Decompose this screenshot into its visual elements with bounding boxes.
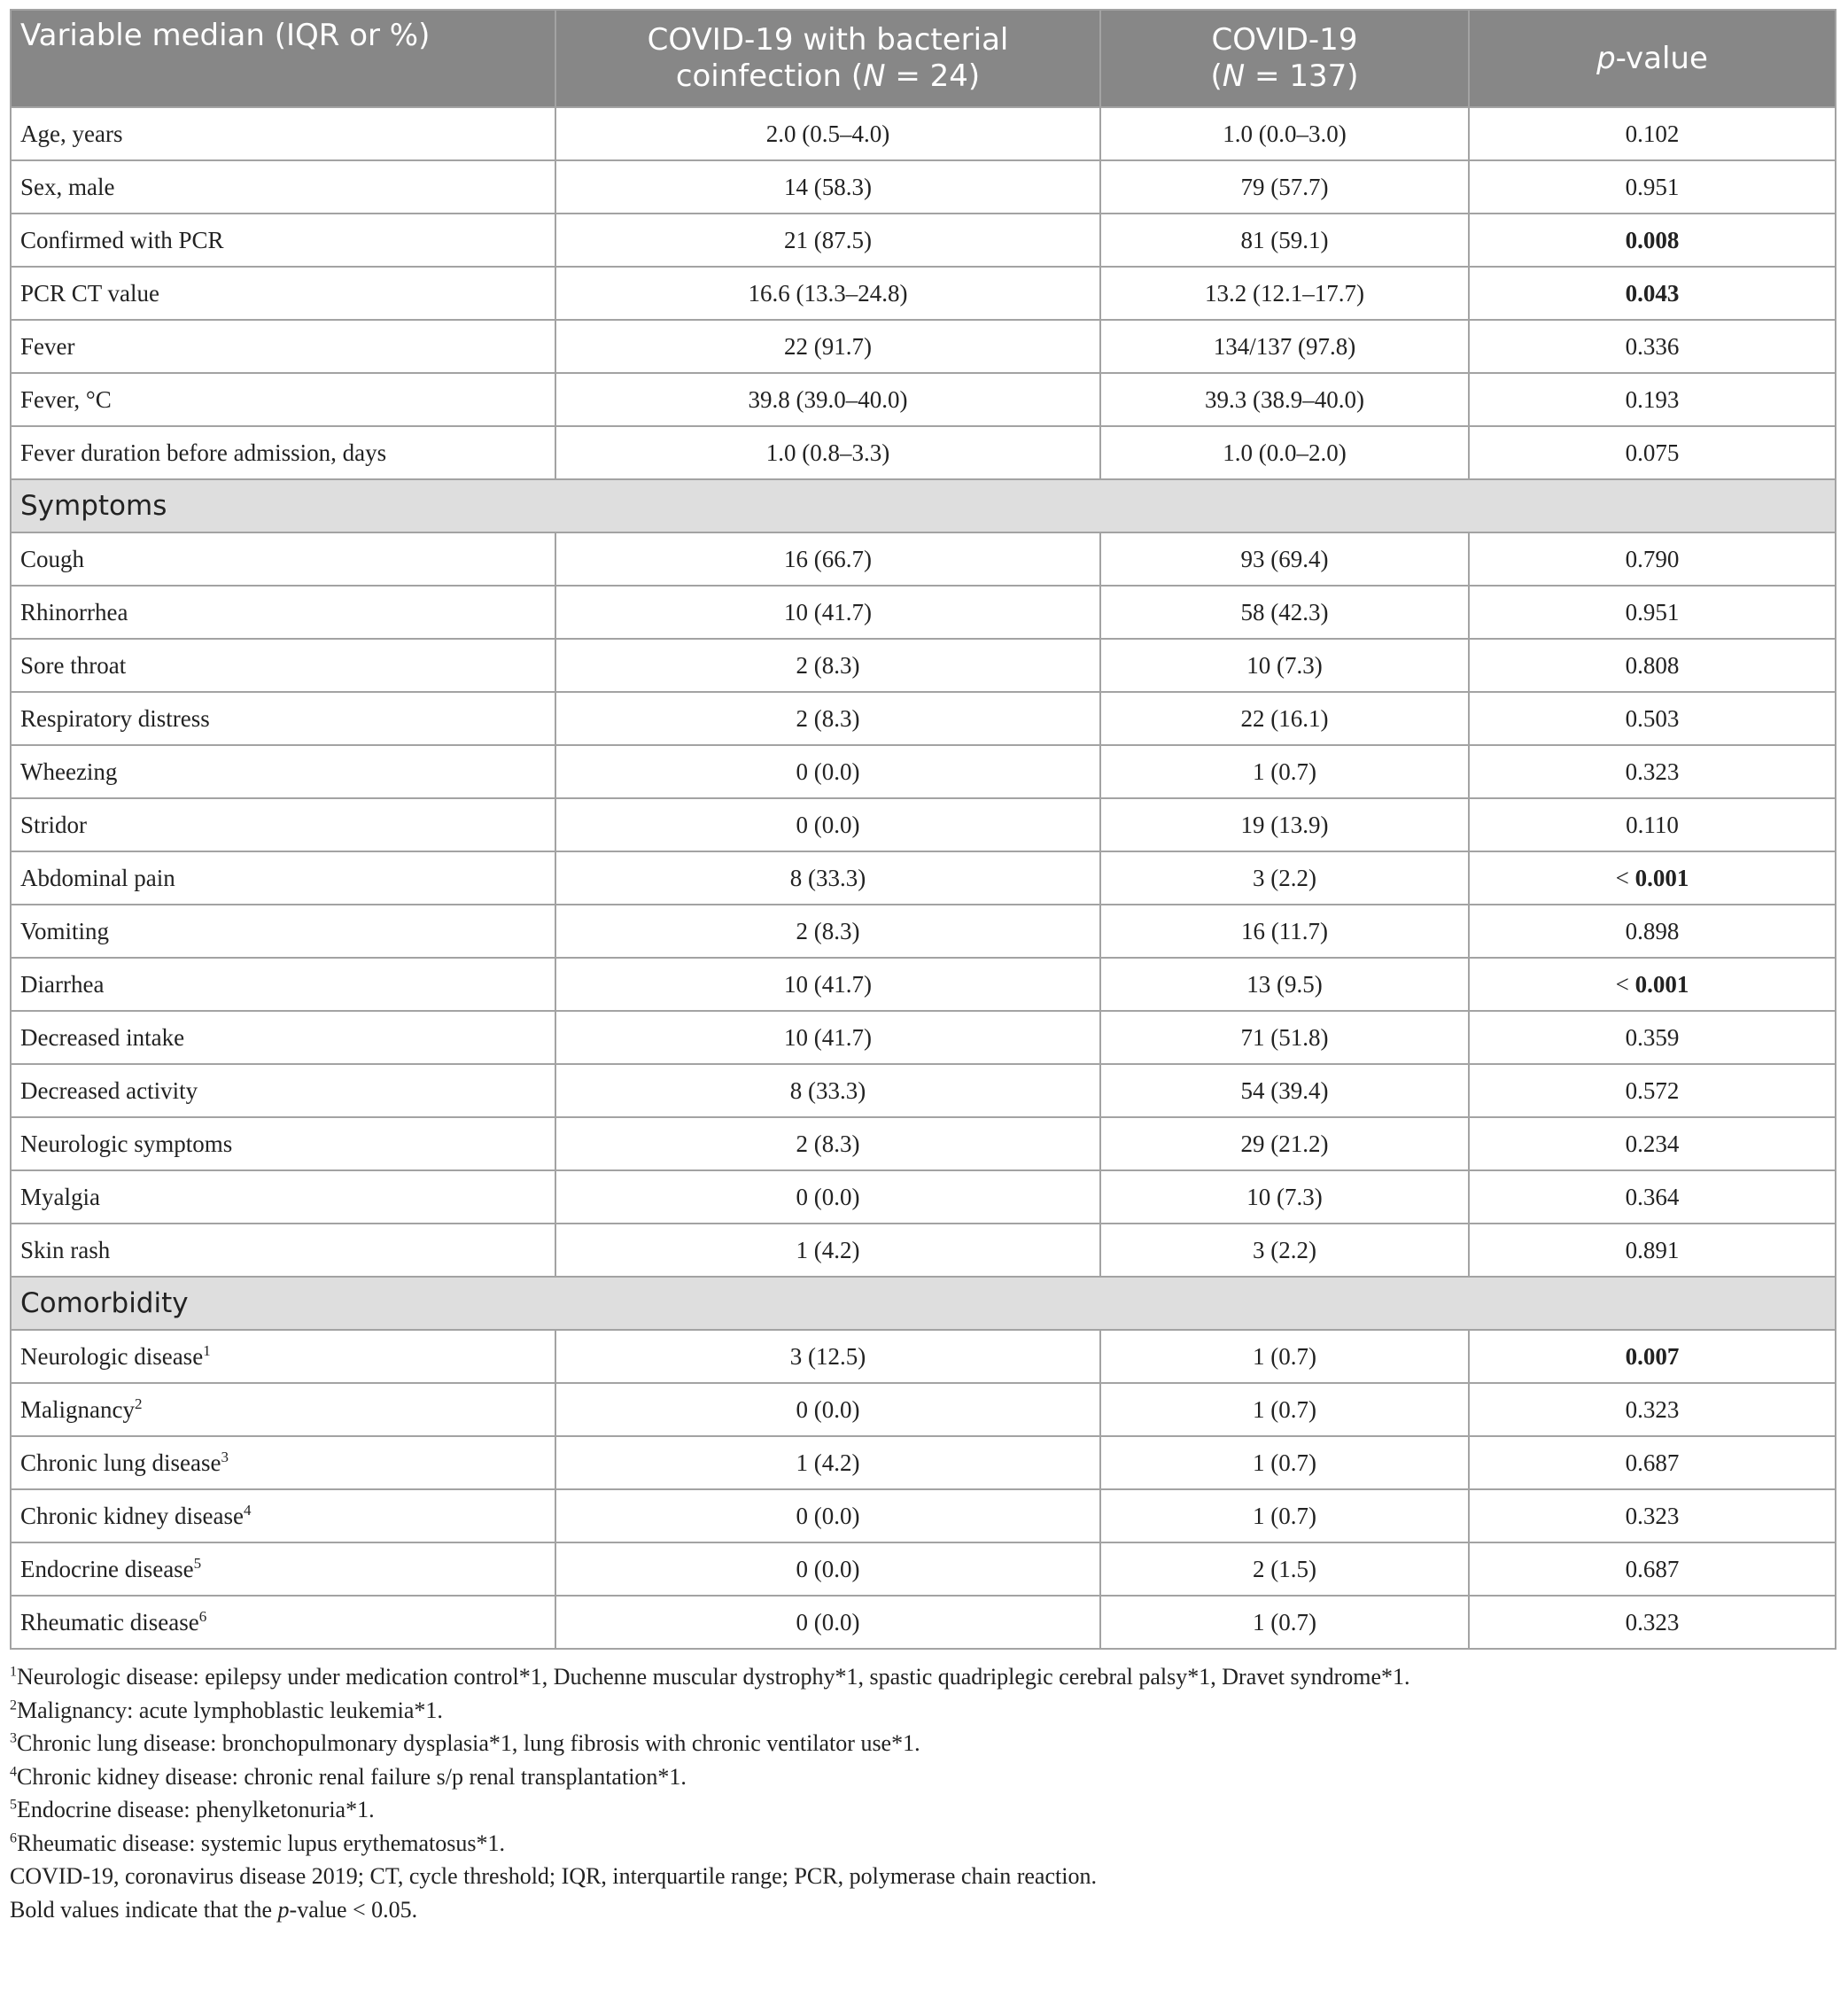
coinfection-value: 2 (8.3) — [555, 1117, 1100, 1170]
covid-value: 1.0 (0.0–3.0) — [1100, 107, 1469, 160]
variable-label-cell — [11, 1489, 555, 1542]
p-value: 0.808 — [1625, 651, 1680, 679]
coinfection-value: 0 (0.0) — [555, 1596, 1100, 1649]
covid-value: 1 (0.7) — [1100, 1489, 1469, 1542]
footnote-marker: 4 — [243, 1501, 252, 1519]
footnote-number: 2 — [10, 1697, 17, 1713]
variable-label-cell — [11, 851, 555, 905]
table-row — [11, 639, 1836, 692]
covid-value: 79 (57.7) — [1100, 160, 1469, 214]
p-value-cell — [1469, 160, 1836, 214]
header-coinfection-line2-post: = 24) — [885, 58, 981, 94]
table-row — [11, 1596, 1836, 1649]
covid-value: 1 (0.7) — [1100, 1436, 1469, 1489]
table-row — [11, 1170, 1836, 1224]
table-row — [11, 692, 1836, 745]
variable-label: Confirmed with PCR — [20, 226, 224, 253]
variable-label: Myalgia — [20, 1183, 100, 1210]
p-value-cell — [1469, 1117, 1836, 1170]
variable-label-cell — [11, 639, 555, 692]
table-row — [11, 1330, 1836, 1383]
footnote-number: 4 — [10, 1763, 17, 1779]
covid-value: 39.3 (38.9–40.0) — [1100, 373, 1469, 426]
p-value-prefix: < — [1615, 864, 1635, 891]
p-value: 0.001 — [1634, 970, 1689, 998]
covid-value: 13.2 (12.1–17.7) — [1100, 267, 1469, 320]
table-row — [11, 373, 1836, 426]
covid-value: 1 (0.7) — [1100, 1383, 1469, 1436]
p-value-cell — [1469, 639, 1836, 692]
variable-label-cell — [11, 745, 555, 798]
footnote-text: Chronic kidney disease: chronic renal failure s/p renal transplantation*1. — [17, 1763, 687, 1790]
p-value-cell — [1469, 1383, 1836, 1436]
variable-label: Diarrhea — [20, 970, 105, 998]
p-value: 0.790 — [1625, 545, 1680, 572]
variable-label: Chronic kidney disease — [20, 1502, 244, 1529]
table-row — [11, 160, 1836, 214]
covid-value: 54 (39.4) — [1100, 1064, 1469, 1117]
footnote-number: 6 — [10, 1830, 17, 1845]
p-value-cell — [1469, 745, 1836, 798]
footnote-marker: 6 — [198, 1607, 207, 1625]
variable-label-cell — [11, 1224, 555, 1277]
footnote-text: Endocrine disease: phenylketonuria*1. — [17, 1797, 375, 1822]
header-coinfection-line2-pre: coinfection ( — [675, 58, 864, 94]
variable-label: Respiratory distress — [20, 704, 210, 732]
header-covid-group — [1100, 10, 1469, 107]
variable-label-cell — [11, 1011, 555, 1064]
p-value-cell — [1469, 905, 1836, 958]
table-row — [11, 532, 1836, 586]
table-row — [11, 320, 1836, 373]
coinfection-value: 8 (33.3) — [555, 1064, 1100, 1117]
abbreviations-note: COVID-19, coronavirus disease 2019; CT, cycle threshold; IQR, interquartile range; PCR, polymerase chain reaction. — [10, 1863, 1097, 1889]
covid-value: 16 (11.7) — [1100, 905, 1469, 958]
table-row — [11, 1011, 1836, 1064]
coinfection-value: 0 (0.0) — [555, 745, 1100, 798]
variable-label: Decreased intake — [20, 1023, 185, 1051]
header-coinfection-line1: COVID-19 with bacterial — [647, 22, 1009, 58]
variable-label-cell — [11, 1064, 555, 1117]
p-value: 0.234 — [1625, 1130, 1680, 1157]
header-variable: Variable median (IQR or %) — [11, 10, 555, 107]
p-value: 0.898 — [1625, 917, 1680, 944]
p-value-cell — [1469, 1436, 1836, 1489]
table-row — [11, 798, 1836, 851]
covid-value: 71 (51.8) — [1100, 1011, 1469, 1064]
variable-label-cell — [11, 373, 555, 426]
variable-label: Endocrine disease — [20, 1555, 194, 1582]
section-symptoms-heading: Symptoms — [11, 479, 1836, 532]
bold-values-note — [10, 1893, 1835, 1927]
p-value: 0.001 — [1634, 864, 1689, 891]
footnote — [10, 1694, 1835, 1728]
table-row — [11, 1224, 1836, 1277]
p-value-cell — [1469, 1224, 1836, 1277]
header-coinfection-n: N — [863, 58, 886, 94]
table-row — [11, 1436, 1836, 1489]
table-row — [11, 1383, 1836, 1436]
p-value: 0.891 — [1625, 1236, 1680, 1263]
p-value: 0.336 — [1625, 332, 1680, 360]
p-value-cell — [1469, 1064, 1836, 1117]
table-row — [11, 1542, 1836, 1596]
variable-label-cell — [11, 1117, 555, 1170]
document — [10, 9, 1835, 1926]
footnote-marker: 1 — [203, 1341, 211, 1359]
covid-value: 29 (21.2) — [1100, 1117, 1469, 1170]
coinfection-value: 0 (0.0) — [555, 1542, 1100, 1596]
variable-label-cell — [11, 798, 555, 851]
coinfection-value: 0 (0.0) — [555, 1489, 1100, 1542]
table-row — [11, 214, 1836, 267]
coinfection-value: 1 (4.2) — [555, 1436, 1100, 1489]
footnote — [10, 1760, 1835, 1794]
header-covid-line1: COVID-19 — [1211, 22, 1358, 58]
covid-value: 1 (0.7) — [1100, 1330, 1469, 1383]
footnote — [10, 1793, 1835, 1827]
table-header — [11, 10, 1836, 107]
coinfection-value: 2.0 (0.5–4.0) — [555, 107, 1100, 160]
variable-label-cell — [11, 1170, 555, 1224]
variable-label-cell — [11, 1542, 555, 1596]
p-value-cell — [1469, 373, 1836, 426]
p-value-cell — [1469, 958, 1836, 1011]
variable-label: Rhinorrhea — [20, 598, 128, 625]
p-value: 0.323 — [1625, 1395, 1680, 1423]
variable-label: Wheezing — [20, 758, 118, 785]
p-value-cell — [1469, 1489, 1836, 1542]
covid-value: 58 (42.3) — [1100, 586, 1469, 639]
coinfection-value: 0 (0.0) — [555, 1170, 1100, 1224]
coinfection-value: 10 (41.7) — [555, 958, 1100, 1011]
p-value: 0.364 — [1625, 1183, 1680, 1210]
p-value: 0.951 — [1625, 598, 1680, 625]
header-p-value — [1469, 10, 1836, 107]
coinfection-value: 21 (87.5) — [555, 214, 1100, 267]
p-value-cell — [1469, 798, 1836, 851]
variable-label-cell — [11, 160, 555, 214]
footnote — [10, 1727, 1835, 1760]
footnote-text: Rheumatic disease: systemic lupus erythematosus*1. — [17, 1830, 505, 1856]
footnote-marker: 5 — [193, 1554, 202, 1572]
p-value: 0.102 — [1625, 120, 1680, 147]
p-value-cell — [1469, 1330, 1836, 1383]
p-value: 0.359 — [1625, 1023, 1680, 1051]
footnote-text: Neurologic disease: epilepsy under medication control*1, Duchenne muscular dystrophy*1, spastic quadriplegic cerebral palsy*1, Dravet syndrome*1. — [17, 1664, 1410, 1690]
p-value-cell — [1469, 320, 1836, 373]
coinfection-value: 2 (8.3) — [555, 639, 1100, 692]
variable-label-cell — [11, 214, 555, 267]
footnote-number: 1 — [10, 1664, 17, 1680]
coinfection-value: 1.0 (0.8–3.3) — [555, 426, 1100, 479]
variable-label-cell — [11, 1330, 555, 1383]
variable-label-cell — [11, 905, 555, 958]
coinfection-value: 16 (66.7) — [555, 532, 1100, 586]
p-value: 0.007 — [1625, 1342, 1680, 1370]
covid-value: 93 (69.4) — [1100, 532, 1469, 586]
coinfection-value: 10 (41.7) — [555, 586, 1100, 639]
coinfection-value: 39.8 (39.0–40.0) — [555, 373, 1100, 426]
table-row — [11, 958, 1836, 1011]
table-row — [11, 1489, 1836, 1542]
covid-value: 22 (16.1) — [1100, 692, 1469, 745]
table-row — [11, 1117, 1836, 1170]
covid-value: 134/137 (97.8) — [1100, 320, 1469, 373]
footnote-text: Malignancy: acute lymphoblastic leukemia*1. — [17, 1697, 443, 1723]
variable-label: Neurologic disease — [20, 1342, 204, 1370]
section-symptoms-row — [11, 479, 1836, 532]
covid-value: 1 (0.7) — [1100, 1596, 1469, 1649]
p-value-cell — [1469, 851, 1836, 905]
variable-label-cell — [11, 1596, 555, 1649]
p-value: 0.323 — [1625, 1502, 1680, 1529]
footnote-text: Chronic lung disease: bronchopulmonary dysplasia*1, lung fibrosis with chronic ventilator use*1. — [17, 1730, 920, 1756]
p-value: 0.043 — [1625, 279, 1680, 307]
results-table — [10, 9, 1836, 1650]
table-row — [11, 905, 1836, 958]
table-row — [11, 851, 1836, 905]
p-value: 0.110 — [1626, 811, 1679, 838]
p-value-cell — [1469, 267, 1836, 320]
header-p-italic: p — [1596, 40, 1616, 76]
variable-label: Chronic lung disease — [20, 1449, 221, 1476]
section-comorbidity-heading: Comorbidity — [11, 1277, 1836, 1330]
p-value: 0.687 — [1625, 1555, 1680, 1582]
p-value-cell — [1469, 1542, 1836, 1596]
variable-label-cell — [11, 320, 555, 373]
covid-value: 2 (1.5) — [1100, 1542, 1469, 1596]
p-value-cell — [1469, 107, 1836, 160]
footnote-marker: 2 — [134, 1395, 143, 1412]
section-comorbidity-row — [11, 1277, 1836, 1330]
variable-label: Sore throat — [20, 651, 127, 679]
p-value-cell — [1469, 214, 1836, 267]
bold-note-pre: Bold values indicate that the — [10, 1896, 278, 1923]
covid-value: 10 (7.3) — [1100, 639, 1469, 692]
variable-label-cell — [11, 1436, 555, 1489]
p-value: 0.687 — [1625, 1449, 1680, 1476]
variable-label-cell — [11, 1383, 555, 1436]
bold-note-post: -value < 0.05. — [289, 1896, 418, 1923]
p-value-prefix: < — [1615, 970, 1635, 998]
variable-label: Vomiting — [20, 917, 110, 944]
variable-label-cell — [11, 532, 555, 586]
p-value-cell — [1469, 426, 1836, 479]
variable-label: Skin rash — [20, 1236, 111, 1263]
covid-value: 13 (9.5) — [1100, 958, 1469, 1011]
variable-label-cell — [11, 692, 555, 745]
footnote — [10, 1660, 1835, 1694]
p-value-cell — [1469, 586, 1836, 639]
table-row — [11, 586, 1836, 639]
header-coinfection-group — [555, 10, 1100, 107]
variable-label-cell — [11, 267, 555, 320]
variable-label: Sex, male — [20, 173, 115, 200]
coinfection-value: 22 (91.7) — [555, 320, 1100, 373]
variable-label: Age, years — [20, 120, 123, 147]
table-row — [11, 107, 1836, 160]
p-value: 0.075 — [1625, 439, 1680, 466]
coinfection-value: 16.6 (13.3–24.8) — [555, 267, 1100, 320]
variable-label: Rheumatic disease — [20, 1608, 199, 1635]
table-body — [11, 107, 1836, 1649]
coinfection-value: 1 (4.2) — [555, 1224, 1100, 1277]
variable-label-cell — [11, 958, 555, 1011]
variable-label-cell — [11, 426, 555, 479]
covid-value: 1 (0.7) — [1100, 745, 1469, 798]
p-value-cell — [1469, 1170, 1836, 1224]
table-row — [11, 426, 1836, 479]
variable-label: PCR CT value — [20, 279, 160, 307]
variable-label: Malignancy — [20, 1395, 135, 1423]
coinfection-value: 2 (8.3) — [555, 905, 1100, 958]
p-value: 0.008 — [1625, 226, 1680, 253]
footnote-number: 5 — [10, 1797, 17, 1813]
coinfection-value: 3 (12.5) — [555, 1330, 1100, 1383]
variable-label: Decreased activity — [20, 1076, 198, 1104]
covid-value: 19 (13.9) — [1100, 798, 1469, 851]
coinfection-value: 0 (0.0) — [555, 1383, 1100, 1436]
coinfection-value: 2 (8.3) — [555, 692, 1100, 745]
header-p-rest: -value — [1615, 40, 1708, 76]
variable-label: Abdominal pain — [20, 864, 175, 891]
coinfection-value: 0 (0.0) — [555, 798, 1100, 851]
footnote-marker: 3 — [221, 1448, 229, 1465]
p-value-cell — [1469, 532, 1836, 586]
table-row — [11, 1064, 1836, 1117]
variable-label: Fever duration before admission, days — [20, 439, 387, 466]
header-covid-line2-post: = 137) — [1245, 58, 1359, 94]
variable-label-cell — [11, 586, 555, 639]
bold-note-p: p — [277, 1896, 290, 1923]
table-row — [11, 745, 1836, 798]
header-covid-n: N — [1222, 58, 1246, 94]
covid-value: 81 (59.1) — [1100, 214, 1469, 267]
variable-label: Cough — [20, 545, 85, 572]
table-footnotes — [10, 1660, 1835, 1926]
p-value: 0.572 — [1625, 1076, 1680, 1104]
covid-value: 3 (2.2) — [1100, 851, 1469, 905]
footnote — [10, 1827, 1835, 1861]
table-row — [11, 267, 1836, 320]
coinfection-value: 8 (33.3) — [555, 851, 1100, 905]
footnote-number: 3 — [10, 1730, 17, 1746]
covid-value: 1.0 (0.0–2.0) — [1100, 426, 1469, 479]
coinfection-value: 10 (41.7) — [555, 1011, 1100, 1064]
variable-label: Fever — [20, 332, 75, 360]
covid-value: 10 (7.3) — [1100, 1170, 1469, 1224]
header-covid-line2-pre: ( — [1210, 58, 1223, 94]
coinfection-value: 14 (58.3) — [555, 160, 1100, 214]
p-value: 0.323 — [1625, 758, 1680, 785]
p-value: 0.193 — [1625, 385, 1680, 413]
p-value: 0.323 — [1625, 1608, 1680, 1635]
p-value: 0.951 — [1625, 173, 1680, 200]
p-value: 0.503 — [1625, 704, 1680, 732]
variable-label: Neurologic symptoms — [20, 1130, 233, 1157]
variable-label: Stridor — [20, 811, 88, 838]
p-value-cell — [1469, 1011, 1836, 1064]
variable-label-cell — [11, 107, 555, 160]
p-value-cell — [1469, 692, 1836, 745]
p-value-cell — [1469, 1596, 1836, 1649]
variable-label: Fever, °C — [20, 385, 112, 413]
covid-value: 3 (2.2) — [1100, 1224, 1469, 1277]
